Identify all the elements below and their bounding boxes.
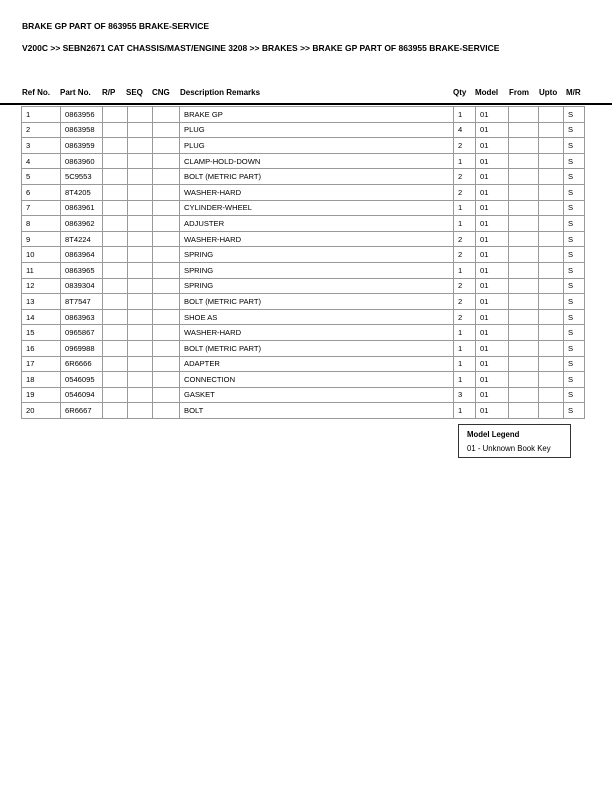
table-cell: 3 [454,387,476,403]
table-cell [509,325,539,341]
table-cell [539,153,564,169]
header-divider [0,103,612,105]
table-cell: 8T7547 [61,294,103,310]
table-cell: S [564,107,585,123]
table-cell [128,278,153,294]
table-cell [128,122,153,138]
table-cell: 2 [454,169,476,185]
table-cell: ADAPTER [180,356,454,372]
table-cell: S [564,340,585,356]
table-cell: 18 [22,372,61,388]
table-cell [103,138,128,154]
table-cell: S [564,294,585,310]
table-cell [128,184,153,200]
table-cell [539,340,564,356]
table-cell: 01 [476,122,509,138]
table-cell: 2 [22,122,61,138]
table-cell: S [564,403,585,419]
table-row [22,231,585,247]
table-cell [153,309,180,325]
table-cell [509,309,539,325]
table-cell: 0863962 [61,216,103,232]
table-cell: PLUG [180,122,454,138]
table-cell: S [564,122,585,138]
table-cell [103,247,128,263]
table-cell: 01 [476,278,509,294]
breadcrumb: V200C >> SEBN2671 CAT CHASSIS/MAST/ENGINE 3208 >> BRAKES >> BRAKE GP PART OF 863955 BRAKE-SERVICE [22,43,500,53]
table-cell [509,169,539,185]
table-cell: S [564,372,585,388]
table-cell: BOLT (METRIC PART) [180,294,454,310]
table-row [22,138,585,154]
table-cell: 01 [476,231,509,247]
table-cell [128,309,153,325]
table-cell: S [564,387,585,403]
model-legend [458,424,571,458]
table-cell [103,153,128,169]
column-header: From [509,88,529,97]
table-cell: 2 [454,309,476,325]
table-cell [539,372,564,388]
table-cell: BRAKE GP [180,107,454,123]
table-cell: 01 [476,247,509,263]
table-cell [509,372,539,388]
table-cell [509,294,539,310]
table-cell: 16 [22,340,61,356]
table-cell: 01 [476,403,509,419]
table-row [22,184,585,200]
table-cell [128,247,153,263]
table-cell: 0863958 [61,122,103,138]
table-row [22,122,585,138]
table-cell: 01 [476,262,509,278]
table-cell [509,403,539,419]
column-header: Upto [539,88,558,97]
table-cell [103,403,128,419]
table-cell [128,231,153,247]
table-cell: 6R6666 [61,356,103,372]
table-cell: 0839304 [61,278,103,294]
table-cell [509,231,539,247]
table-cell: 3 [22,138,61,154]
table-cell: S [564,138,585,154]
table-cell: CLAMP-HOLD-DOWN [180,153,454,169]
table-cell: 0863964 [61,247,103,263]
table-cell: WASHER-HARD [180,325,454,341]
table-cell: 0863959 [61,138,103,154]
table-cell: S [564,356,585,372]
table-cell [539,122,564,138]
table-cell: SPRING [180,247,454,263]
table-cell [153,247,180,263]
legend-entry: 01 - Unknown Book Key [467,444,551,453]
table-cell [153,216,180,232]
table-cell: 01 [476,169,509,185]
table-cell: 0546094 [61,387,103,403]
table-row [22,294,585,310]
table-cell: S [564,262,585,278]
table-cell [128,138,153,154]
table-cell: 10 [22,247,61,263]
table-cell [128,200,153,216]
column-header: Qty [453,88,467,97]
table-cell [103,184,128,200]
table-cell: 0863960 [61,153,103,169]
table-cell [128,387,153,403]
table-cell [103,169,128,185]
table-row [22,200,585,216]
table-cell: 20 [22,403,61,419]
table-cell: S [564,231,585,247]
table-cell: 01 [476,216,509,232]
table-cell: S [564,200,585,216]
table-cell: 0546095 [61,372,103,388]
column-header: Model [475,88,499,97]
table-cell: 01 [476,153,509,169]
table-row [22,356,585,372]
table-cell [128,403,153,419]
table-cell [128,294,153,310]
table-cell: 8 [22,216,61,232]
column-header: SEQ [126,88,143,97]
table-cell [128,340,153,356]
table-cell [509,184,539,200]
table-row [22,309,585,325]
table-cell [153,122,180,138]
table-cell: BOLT (METRIC PART) [180,340,454,356]
table-cell [539,403,564,419]
table-cell [539,231,564,247]
table-cell [539,294,564,310]
table-cell [103,262,128,278]
table-cell: 0969988 [61,340,103,356]
table-cell: 5C9553 [61,169,103,185]
table-cell [509,216,539,232]
column-header: M/R [566,88,581,97]
table-cell [509,356,539,372]
table-cell: 14 [22,309,61,325]
column-header: R/P [102,88,116,97]
table-cell [128,372,153,388]
table-cell [128,169,153,185]
table-cell: 01 [476,356,509,372]
table-cell: 4 [22,153,61,169]
table-cell: 8T4205 [61,184,103,200]
table-cell: 01 [476,309,509,325]
table-row [22,216,585,232]
table-cell [509,138,539,154]
table-cell: CYLINDER-WHEEL [180,200,454,216]
table-cell: 1 [454,356,476,372]
table-cell [103,372,128,388]
table-cell: ADJUSTER [180,216,454,232]
table-cell: BOLT (METRIC PART) [180,169,454,185]
table-cell: 19 [22,387,61,403]
table-cell: 01 [476,107,509,123]
table-cell: S [564,325,585,341]
table-cell: 1 [454,107,476,123]
table-cell [153,153,180,169]
table-cell [539,107,564,123]
table-cell [153,403,180,419]
table-cell [509,200,539,216]
table-cell: 1 [454,340,476,356]
table-cell [153,340,180,356]
table-cell [539,247,564,263]
table-cell [153,107,180,123]
table-cell: 01 [476,184,509,200]
table-cell: S [564,247,585,263]
table-cell: 12 [22,278,61,294]
table-cell [539,262,564,278]
table-cell [153,262,180,278]
table-cell [153,138,180,154]
page-title: BRAKE GP PART OF 863955 BRAKE-SERVICE [22,21,210,31]
table-cell: 01 [476,138,509,154]
table-cell [509,262,539,278]
table-cell: 2 [454,278,476,294]
table-cell [153,325,180,341]
table-cell: 01 [476,372,509,388]
table-cell: 1 [454,372,476,388]
table-row [22,262,585,278]
table-cell [103,107,128,123]
table-cell [509,107,539,123]
table-cell [509,247,539,263]
table-cell: WASHER-HARD [180,231,454,247]
table-cell: 01 [476,387,509,403]
table-cell: 2 [454,184,476,200]
table-cell [509,387,539,403]
column-header: Description Remarks [180,88,261,97]
table-cell [128,153,153,169]
table-cell [103,294,128,310]
table-cell [539,169,564,185]
table-cell: 0863956 [61,107,103,123]
table-cell [103,309,128,325]
table-cell [539,278,564,294]
table-cell: 17 [22,356,61,372]
column-header: Ref No. [22,88,50,97]
table-cell [539,325,564,341]
table-cell: 6R6667 [61,403,103,419]
table-cell: 01 [476,294,509,310]
table-cell [103,231,128,247]
table-cell: 9 [22,231,61,247]
table-cell: 1 [454,153,476,169]
table-cell: S [564,184,585,200]
table-cell [153,356,180,372]
table-cell: 1 [454,216,476,232]
table-cell: 1 [454,403,476,419]
table-cell: SPRING [180,262,454,278]
table-cell [128,216,153,232]
table-cell [153,231,180,247]
table-cell [103,200,128,216]
table-cell: S [564,153,585,169]
table-cell: 01 [476,200,509,216]
table-cell: 2 [454,138,476,154]
table-cell: 0863961 [61,200,103,216]
table-cell [509,122,539,138]
table-cell: 1 [454,262,476,278]
table-cell [153,372,180,388]
table-cell [539,387,564,403]
table-cell [509,340,539,356]
table-cell [128,262,153,278]
table-cell [153,200,180,216]
table-row [22,153,585,169]
table-cell: 2 [454,231,476,247]
table-cell: 5 [22,169,61,185]
table-cell [539,138,564,154]
table-cell: 15 [22,325,61,341]
table-cell [509,278,539,294]
table-cell: BOLT [180,403,454,419]
table-row [22,169,585,185]
table-cell [128,325,153,341]
column-header: CNG [152,88,170,97]
table-cell [153,387,180,403]
table-cell [103,122,128,138]
table-cell [539,200,564,216]
table-cell: S [564,169,585,185]
table-cell [539,216,564,232]
table-cell [153,169,180,185]
table-cell: SHOE AS [180,309,454,325]
table-cell: 0863965 [61,262,103,278]
table-cell [103,356,128,372]
table-cell: 2 [454,294,476,310]
parts-table [21,106,585,419]
table-cell: 1 [454,325,476,341]
table-cell [103,325,128,341]
table-cell: 6 [22,184,61,200]
table-row [22,107,585,123]
table-cell [539,309,564,325]
table-row [22,403,585,419]
column-header: Part No. [60,88,91,97]
table-cell: S [564,309,585,325]
table-row [22,372,585,388]
table-cell [539,184,564,200]
table-cell [539,356,564,372]
table-cell: SPRING [180,278,454,294]
table-cell: 0965867 [61,325,103,341]
table-cell [509,153,539,169]
table-row [22,278,585,294]
table-row [22,247,585,263]
table-cell: S [564,216,585,232]
table-cell: PLUG [180,138,454,154]
table-row [22,387,585,403]
table-cell: 7 [22,200,61,216]
table-cell [128,107,153,123]
table-cell: GASKET [180,387,454,403]
legend-title: Model Legend [467,430,520,439]
table-row [22,340,585,356]
table-cell: 2 [454,247,476,263]
table-cell [153,184,180,200]
table-cell [103,340,128,356]
table-cell [128,356,153,372]
table-cell: S [564,278,585,294]
table-cell: 4 [454,122,476,138]
table-cell [153,294,180,310]
table-cell: 1 [454,200,476,216]
table-cell: 8T4224 [61,231,103,247]
table-cell: 1 [22,107,61,123]
table-cell: 01 [476,325,509,341]
table-cell: CONNECTION [180,372,454,388]
table-row [22,325,585,341]
table-cell [103,216,128,232]
table-cell: 13 [22,294,61,310]
table-cell: 01 [476,340,509,356]
table-cell: 0863963 [61,309,103,325]
table-cell: 11 [22,262,61,278]
table-cell [103,278,128,294]
table-cell [153,278,180,294]
table-cell: WASHER-HARD [180,184,454,200]
table-cell [103,387,128,403]
